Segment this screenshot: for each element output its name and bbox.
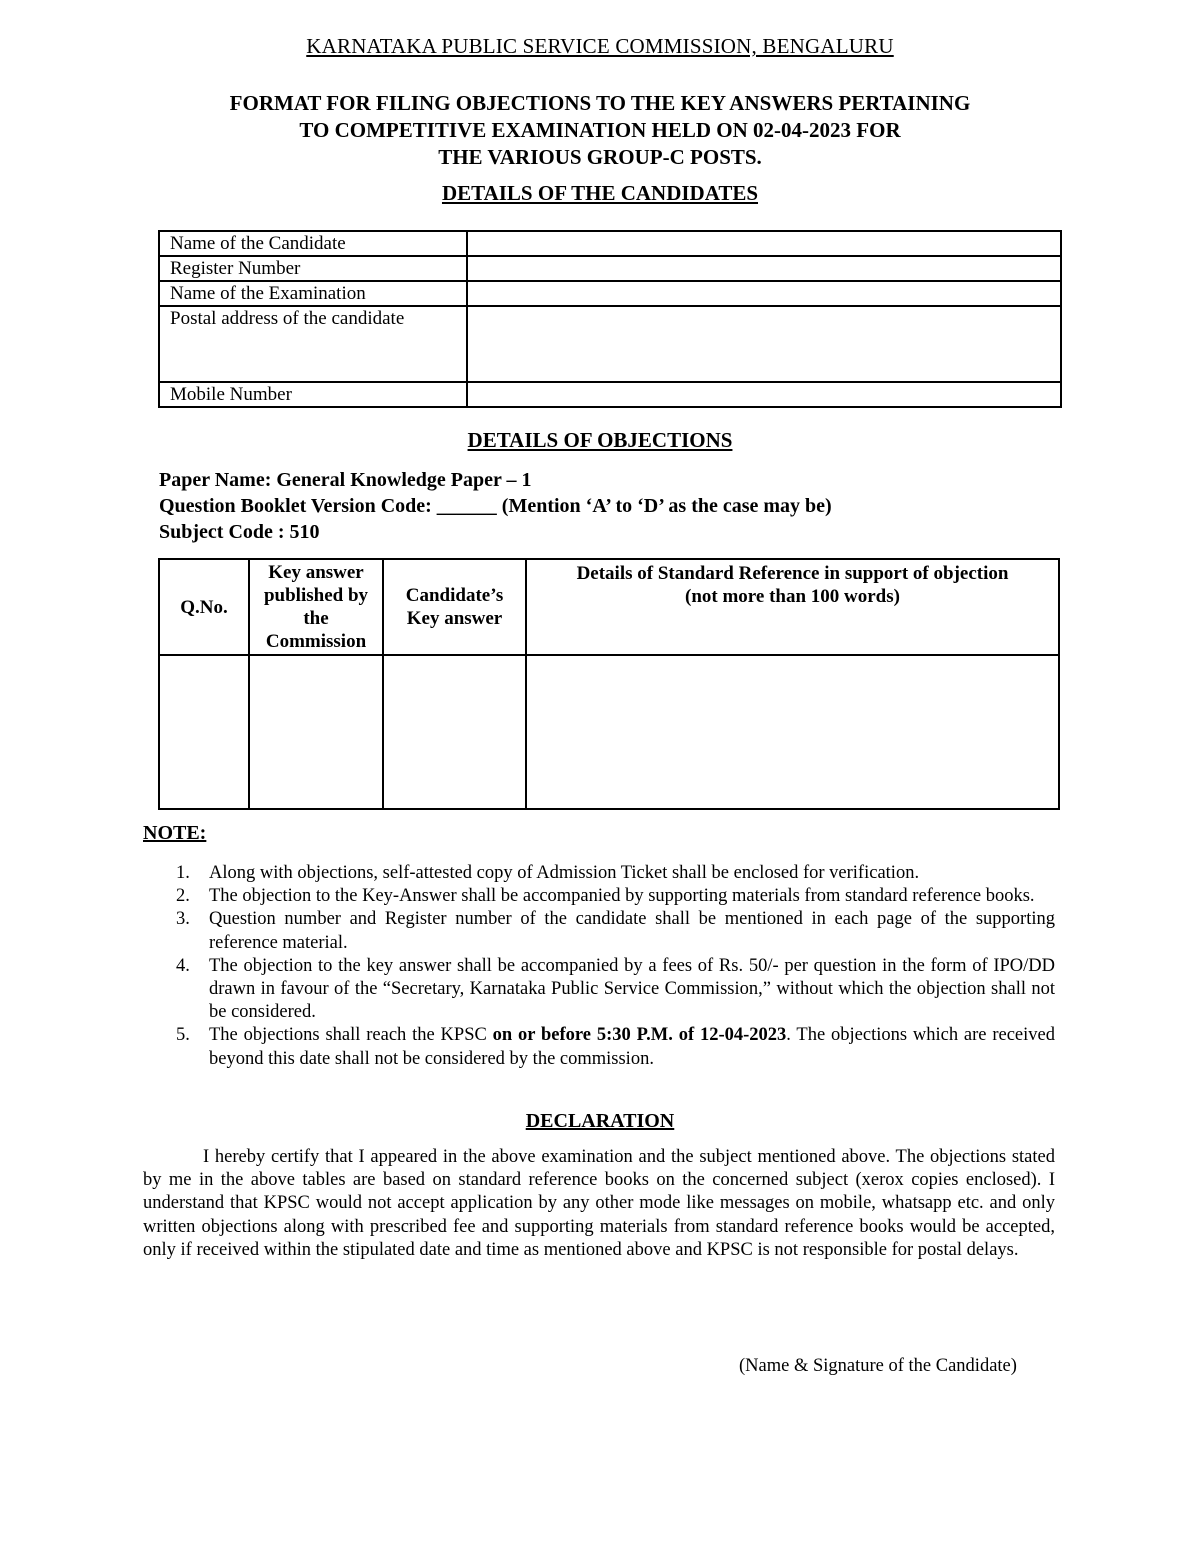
- signature-line: (Name & Signature of the Candidate): [739, 1356, 1017, 1376]
- key-published-header: [249, 559, 383, 655]
- form-title-line: FORMAT FOR FILING OBJECTIONS TO THE KEY ANSWERS PERTAINING: [229, 91, 971, 115]
- note-text: Question number and Register number of the candidate shall be mentioned in each page of the supporting reference material.: [209, 909, 1055, 953]
- note-heading: NOTE:: [143, 822, 207, 844]
- note-text-part: The objections shall reach the KPSC: [209, 1025, 493, 1046]
- list-item: [170, 1024, 1055, 1070]
- examination-name-label: Name of the Examination: [159, 281, 467, 306]
- list-number: 4.: [176, 955, 190, 976]
- register-number-field[interactable]: [467, 256, 1061, 281]
- notes-list: [170, 862, 1055, 1071]
- note-text: [209, 1025, 1055, 1068]
- list-number: 1.: [176, 863, 190, 883]
- declaration-heading: DECLARATION: [525, 1110, 675, 1132]
- qno-header: Q.No.: [159, 559, 249, 655]
- qno-cell[interactable]: [159, 655, 249, 809]
- list-item: [170, 908, 1055, 954]
- table-row: [159, 281, 1061, 306]
- reference-details-cell[interactable]: [526, 655, 1059, 809]
- note-text: Along with objections, self-attested copy of Admission Ticket shall be enclosed for verification.: [209, 863, 920, 883]
- header-line: Candidate’s: [405, 585, 504, 606]
- register-number-label: Register Number: [159, 256, 467, 281]
- header-line: the: [303, 608, 329, 629]
- objections-table: [158, 558, 1060, 810]
- form-title: [0, 90, 1200, 171]
- form-title-line: THE VARIOUS GROUP-C POSTS.: [438, 145, 762, 169]
- note-text: The objection to the Key-Answer shall be accompanied by supporting materials from standard reference books.: [209, 886, 1035, 907]
- mobile-number-label: Mobile Number: [159, 382, 467, 407]
- examination-name-field[interactable]: [467, 281, 1061, 306]
- candidate-key-header: [383, 559, 526, 655]
- header-line: Commission: [265, 631, 367, 652]
- list-item: [170, 885, 1055, 908]
- list-item: [170, 862, 1055, 885]
- table-row: [159, 231, 1061, 256]
- header-line: published by: [263, 585, 369, 606]
- mobile-number-field[interactable]: [467, 382, 1061, 407]
- paper-info: [159, 467, 832, 545]
- candidate-details-heading: DETAILS OF THE CANDIDATES: [441, 181, 759, 205]
- candidate-key-cell[interactable]: [383, 655, 526, 809]
- subject-code: Subject Code : 510: [159, 521, 320, 543]
- header-line: (not more than 100 words): [685, 586, 900, 607]
- paper-name: Paper Name: General Knowledge Paper – 1: [159, 469, 532, 491]
- postal-address-label: Postal address of the candidate: [159, 306, 467, 382]
- table-header-row: [159, 559, 1059, 655]
- header-line: Details of Standard Reference in support of objection: [576, 563, 1009, 584]
- list-item: [170, 955, 1055, 1025]
- list-number: 3.: [176, 909, 190, 930]
- deadline-text: on or before 5:30 P.M. of 12-04-2023: [492, 1025, 787, 1046]
- booklet-version-code: Question Booklet Version Code: ______ (Mention ‘A’ to ‘D’ as the case may be): [159, 495, 832, 517]
- header-line: Key answer: [268, 562, 364, 583]
- key-published-cell[interactable]: [249, 655, 383, 809]
- table-row: [159, 655, 1059, 809]
- declaration-text: I hereby certify that I appeared in the above examination and the subject mentioned above. The objections stated by me in the above tables are based on standard reference books on the concerned subject (xerox copies enclosed). I understand that KPSC would not accept application by any other mode like messages on mobile, whatsapp etc. and only written objections along with prescribed fee and supporting materials from standard reference books would be accepted, only if received within the stipulated date and time as mentioned above and KPSC is not responsible for postal delays.: [143, 1147, 1055, 1260]
- objections-heading: DETAILS OF OBJECTIONS: [467, 428, 733, 452]
- note-text-part: . The objections which are received beyond this date shall not be considered by the commission.: [209, 1025, 1055, 1069]
- table-row: [159, 382, 1061, 407]
- organization-title: KARNATAKA PUBLIC SERVICE COMMISSION, BENGALURU: [306, 34, 894, 58]
- list-number: 2.: [176, 886, 190, 907]
- form-title-line: TO COMPETITIVE EXAMINATION HELD ON 02-04-2023 FOR: [299, 118, 901, 142]
- candidate-name-field[interactable]: [467, 231, 1061, 256]
- candidate-details-table: [158, 230, 1062, 408]
- table-row: [159, 306, 1061, 382]
- postal-address-field[interactable]: [467, 306, 1061, 382]
- candidate-name-label: Name of the Candidate: [159, 231, 467, 256]
- reference-details-header: [526, 559, 1059, 655]
- note-text: The objection to the key answer shall be accompanied by a fees of Rs. 50/- per question in the form of IPO/DD drawn in favour of the “Secretary, Karnataka Public Service Commission,” without which the objection shall not be considered.: [209, 955, 1055, 1023]
- table-row: [159, 256, 1061, 281]
- header-line: Key answer: [406, 608, 503, 629]
- list-number: 5.: [176, 1025, 190, 1046]
